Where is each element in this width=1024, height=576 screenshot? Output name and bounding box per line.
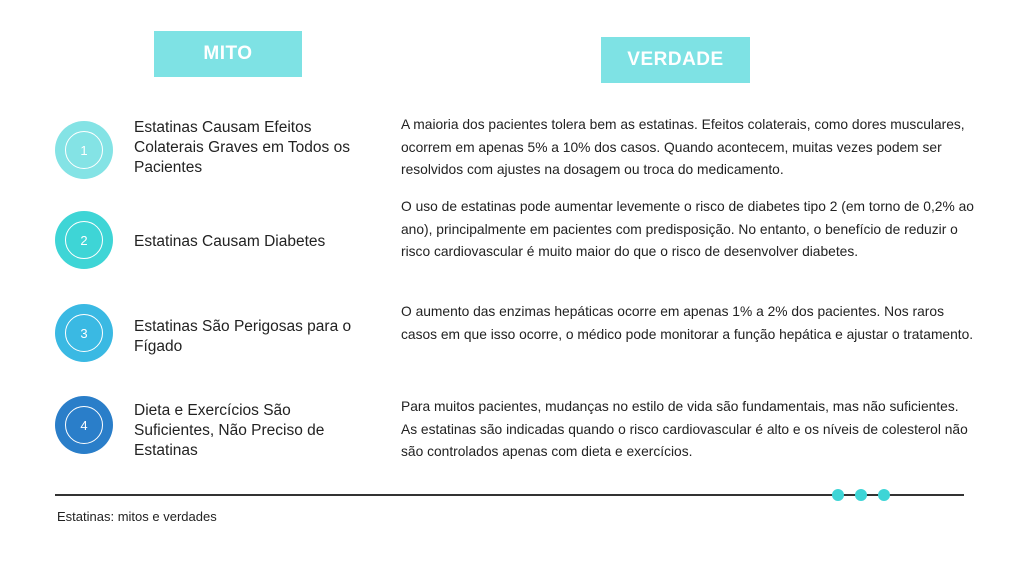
number-badge-ring bbox=[65, 131, 103, 169]
number-badge-4 bbox=[55, 396, 113, 454]
number-badge-ring bbox=[65, 221, 103, 259]
myth-text-2: Estatinas Causam Diabetes bbox=[134, 233, 326, 250]
mito-header-label: MITO bbox=[203, 43, 253, 64]
footer-caption: Estatinas: mitos e verdades bbox=[57, 509, 217, 524]
decorative-dot bbox=[878, 489, 890, 501]
myth-text-1: Estatinas Causam Efeitos Colaterais Graves em Todos os Pacientes bbox=[134, 119, 350, 176]
decorative-dot bbox=[855, 489, 867, 501]
number-badge-1 bbox=[55, 121, 113, 179]
number-badge-label: 1 bbox=[80, 142, 88, 158]
truth-text-2: O uso de estatinas pode aumentar levemente o risco de diabetes tipo 2 (em torno de 0,2% ao ano), principalmente em pacientes com predisposição. No entanto, o benefício de reduzir o risco cardiovascular é muito maior do que o risco de desenvolver diabetes. bbox=[401, 199, 974, 259]
truth-text-4: Para muitos pacientes, mudanças no estilo de vida são fundamentais, mas não suficientes. As estatinas são indicadas quando o risco cardiovascular é alto e os níveis de colesterol não são controlados apenas com dieta e exercícios. bbox=[401, 399, 968, 459]
myth-text-3: Estatinas São Perigosas para o Fígado bbox=[134, 318, 352, 355]
verdade-header bbox=[601, 37, 750, 83]
mito-header bbox=[154, 31, 302, 77]
truth-text-3: O aumento das enzimas hepáticas ocorre em apenas 1% a 2% dos pacientes. Nos raros casos em que isso ocorre, o médico pode monitorar a função hepática e ajustar o tratamento. bbox=[401, 304, 974, 342]
number-badge-2 bbox=[55, 211, 113, 269]
number-badge-label: 2 bbox=[80, 232, 88, 248]
decorative-dot bbox=[832, 489, 844, 501]
number-badge-ring bbox=[65, 314, 103, 352]
verdade-header-label: VERDADE bbox=[627, 49, 724, 70]
footer-divider bbox=[55, 494, 964, 496]
number-badge-ring bbox=[65, 406, 103, 444]
truth-text-1: A maioria dos pacientes tolera bem as estatinas. Efeitos colaterais, como dores musculares, ocorrem em apenas 5% a 10% dos casos. Quando acontecem, muitas vezes podem ser resolvidos com ajustes na dosagem ou troca do medicamento. bbox=[401, 117, 965, 177]
number-badge-3 bbox=[55, 304, 113, 362]
myth-text-4: Dieta e Exercícios São Suficientes, Não Preciso de Estatinas bbox=[134, 402, 325, 459]
number-badge-label: 4 bbox=[80, 417, 88, 433]
number-badge-label: 3 bbox=[80, 325, 88, 341]
